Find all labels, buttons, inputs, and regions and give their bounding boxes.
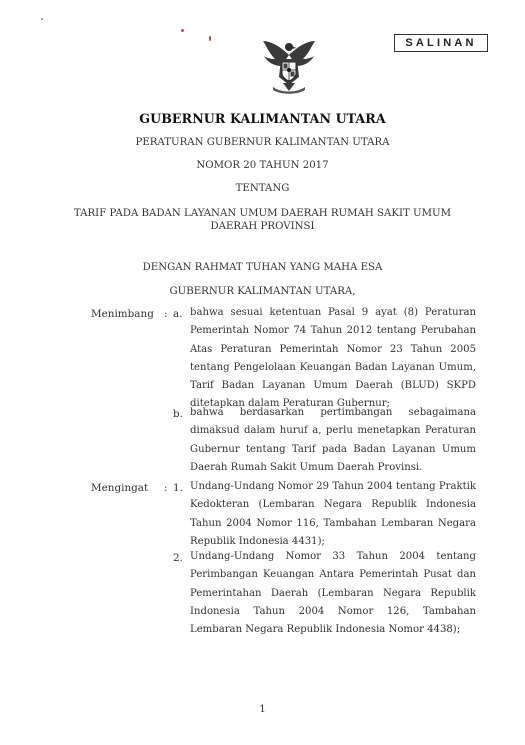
about-label: TENTANG (235, 183, 290, 194)
grace-formula: DENGAN RAHMAT TUHAN YANG MAHA ESA (142, 262, 383, 273)
menimbang-label: Menimbang (91, 308, 154, 320)
consideration-marker: a. (173, 308, 183, 320)
mengingat-colon: : (164, 482, 168, 494)
subject-line-2: DAERAH PROVINSI (210, 221, 315, 232)
consideration-text: bahwa sesuai ketentuan Pasal 9 ayat (8) Peraturan Pemerintah Nomor 74 Tahun 2012 tentang Perubahan Atas Peraturan Pemerintah Nomor 23 Tahun 2005 tentang Pengelolaan Keuangan Badan Layanan Umum, Tarif Badan Layanan Umum Daerah (BLUD) SKPD ditetapkan dalam Peraturan Gubernur; (190, 307, 476, 410)
legal-basis-marker: 1. (173, 482, 183, 494)
scan-speck (181, 29, 184, 32)
garuda-pancasila-emblem-icon (259, 37, 319, 97)
consideration-text: bahwa berdasarkan pertimbangan sebagaimana dimaksud dalam huruf a, perlu menetapkan Peraturan Gubernur tentang Tarif pada Badan Layanan Umum Daerah Rumah Sakit Umum Daerah Provinsi. (190, 407, 476, 473)
menimbang-colon: : (164, 308, 168, 320)
salinan-stamp: SALINAN (394, 34, 488, 52)
legal-basis-marker: 2. (173, 552, 183, 564)
consideration-marker: b. (173, 408, 183, 420)
subject-line-1: TARIF PADA BADAN LAYANAN UMUM DAERAH RUMAH SAKIT UMUM (73, 208, 452, 219)
mengingat-label: Mengingat (91, 482, 149, 494)
enactor-line: GUBERNUR KALIMANTAN UTARA, (169, 286, 356, 297)
regulation-number: NOMOR 20 TAHUN 2017 (196, 160, 329, 171)
regulation-title: PERATURAN GUBERNUR KALIMANTAN UTARA (135, 137, 390, 148)
page-number: 1 (259, 704, 266, 715)
scan-speck (41, 18, 43, 20)
legal-basis-text: Undang-Undang Nomor 29 Tahun 2004 tentang Praktik Kedokteran (Lembaran Negara Republik Indonesia Tahun 2004 Nomor 116, Tambahan Lembaran Negara Republik Indonesia 4431); (190, 481, 476, 547)
regulation-subject (0, 207, 525, 233)
legal-basis-text: Undang-Undang Nomor 33 Tahun 2004 tentang Perimbangan Keuangan Antara Pemerintah Pusat dan Pemerintahan Daerah (Lembaran Negara Republik Indonesia Tahun 2004 Nomor 126, Tambahan Lembaran Negara Republik Indonesia Nomor 4438); (190, 551, 476, 636)
governor-heading: GUBERNUR KALIMANTAN UTARA (139, 111, 386, 126)
scan-speck (209, 36, 211, 41)
